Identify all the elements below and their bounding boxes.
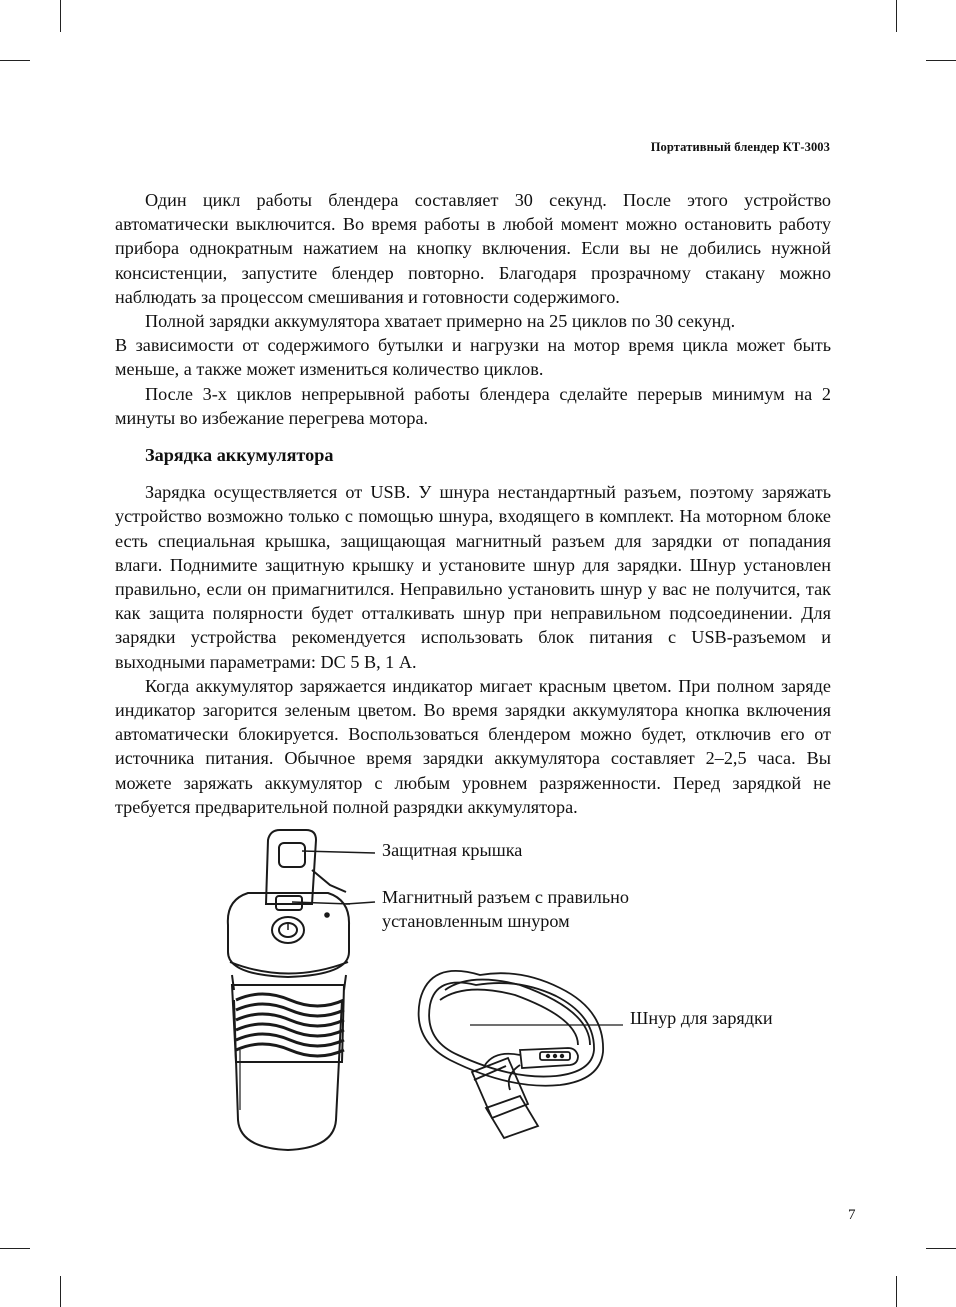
crop-mark: [0, 1248, 30, 1249]
paragraph: Один цикл работы блендера составляет 30 секунд. После этого устройство автоматически выключится. Во время работы в любой момент можно остановить работу прибора однократным нажатием на кнопку включения. Если вы не добились нужной консистенции, запустите блендер повторно. Благодаря прозрачному стакану можно наблюдать за процессом смешивания и готовности содержимого.: [115, 190, 831, 307]
label-magnetic-connector-line2: установленным шнуром: [382, 911, 570, 931]
running-header: Портативный блендер КТ-3003: [650, 140, 830, 154]
crop-mark: [896, 1276, 897, 1307]
paragraph: В зависимости от содержимого бутылки и нагрузки на мотор время цикла может быть меньше, а также может измениться количество циклов.: [115, 335, 831, 380]
section-heading: Зарядка аккумулятора: [145, 445, 334, 466]
crop-mark: [896, 0, 897, 32]
crop-mark: [60, 0, 61, 32]
cable-illustration: [419, 971, 603, 1138]
crop-mark: [926, 60, 956, 61]
label-charging-cable: Шнур для зарядки: [630, 1008, 773, 1028]
body-text: [115, 188, 831, 819]
paragraph: После 3-х циклов непрерывной работы блендера сделайте перерыв минимум на 2 минуты во избежание перегрева мотора.: [115, 383, 831, 428]
label-magnetic-connector-line1: Магнитный разъем с правильно: [382, 887, 629, 907]
paragraph: Полной зарядки аккумулятора хватает примерно на 25 циклов по 30 секунд.: [145, 311, 736, 332]
paragraph: Зарядка осуществляется от USB. У шнура нестандартный разъем, поэтому заряжать устройство возможно только с помощью шнура, входящего в комплект. На моторном блоке есть специальная крышка, защищающая магнитный разъем для зарядки от попадания влаги. Поднимите защитную крышку и установите шнур для зарядки. Шнур установлен правильно, если он примагнитился. Неправильно установить шнур у вас не получится, так как защита полярности будет отталкивать шнур при неправильном подсоединении. Для зарядки устройства рекомендуется использовать блок питания с USB-разъемом и выходными параметрами: DC 5 В, 1 А.: [115, 482, 831, 672]
blender-illustration: [228, 830, 350, 1150]
crop-mark: [926, 1248, 956, 1249]
label-protective-cover: Защитная крышка: [382, 840, 523, 860]
crop-mark: [60, 1276, 61, 1307]
crop-mark: [0, 60, 30, 61]
paragraph: Когда аккумулятор заряжается индикатор мигает красным цветом. При полном заряде индикатор загорится зеленым цветом. Во время зарядки аккумулятора кнопка включения автоматически блокируется. Воспользоваться блендером можно будет, отключив его от источника питания. Обычное время зарядки аккумулятора составляет 2–2,5 часа. Вы можете заряжать аккумулятор с любым уровнем разряженности. Перед зарядкой не требуется предварительной полной разрядки аккумулятора.: [115, 675, 831, 817]
page-number: 7: [848, 1207, 856, 1223]
